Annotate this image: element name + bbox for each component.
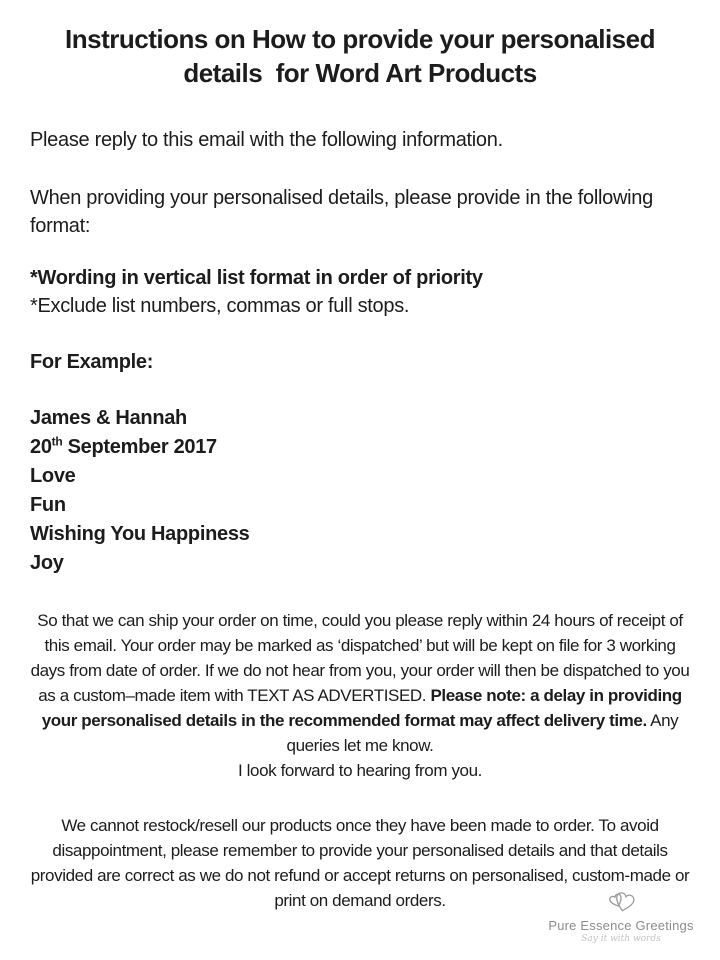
brand-logo	[536, 888, 706, 944]
example-item-word-2: Fun	[30, 494, 66, 516]
shipping-notice-tail: Any queries let me know.	[286, 711, 679, 755]
brand-name: Pure Essence Greetings	[548, 918, 694, 933]
rule-wording-order: *Wording in vertical list format in order of priority	[30, 267, 483, 289]
rule-exclude-punctuation: *Exclude list numbers, commas or full stops.	[30, 295, 410, 317]
example-item-word-1: Love	[30, 465, 76, 487]
shipping-notice	[30, 608, 690, 783]
example-date-rest: September 2017	[62, 436, 217, 458]
shipping-notice-emphasis: Please note: a delay in providing your personalised details in the recommended format may affect delivery time.	[41, 686, 682, 730]
format-instruction: When providing your personalised details, please provide in the following format:	[30, 187, 653, 237]
shipping-notice-closing: I look forward to hearing from you.	[238, 761, 482, 780]
example-date-ordinal: th	[51, 434, 63, 449]
example-date-day: 20	[30, 436, 52, 458]
returns-notice: We cannot restock/resell our products once they have been made to order. To avoid disappointment, please remember to provide your personalised details and that details provided are correct as we do not refund or accept returns on personalised, custom-made or print on demand orders.	[30, 816, 690, 910]
example-heading: For Example:	[30, 351, 154, 373]
page-title-line-1: Instructions on How to provide your personalised	[65, 24, 655, 54]
example-item-word-4: Joy	[30, 552, 64, 574]
example-item-word-3: Wishing You Happiness	[30, 523, 250, 545]
page-title-line-2: details for Word Art Products	[183, 58, 537, 88]
example-item-date	[30, 433, 690, 462]
double-heart-icon	[536, 888, 706, 916]
page-title	[30, 22, 690, 90]
reply-instruction: Please reply to this email with the following information.	[30, 129, 503, 151]
shipping-notice-lead: So that we can ship your order on time, could you please reply within 24 hours of receipt of this email. Your order may be marked as ‘dispatched’ but will be kept on file for 3 working days from date of order. If we do not hear from you, your order will then be dispatched to you as a custom–made item with TEXT AS ADVERTISED.	[30, 611, 690, 705]
format-rules	[30, 264, 690, 320]
example-list	[30, 404, 690, 578]
example-item-names: James & Hannah	[30, 407, 187, 429]
brand-tagline: Say it with words	[581, 934, 661, 944]
